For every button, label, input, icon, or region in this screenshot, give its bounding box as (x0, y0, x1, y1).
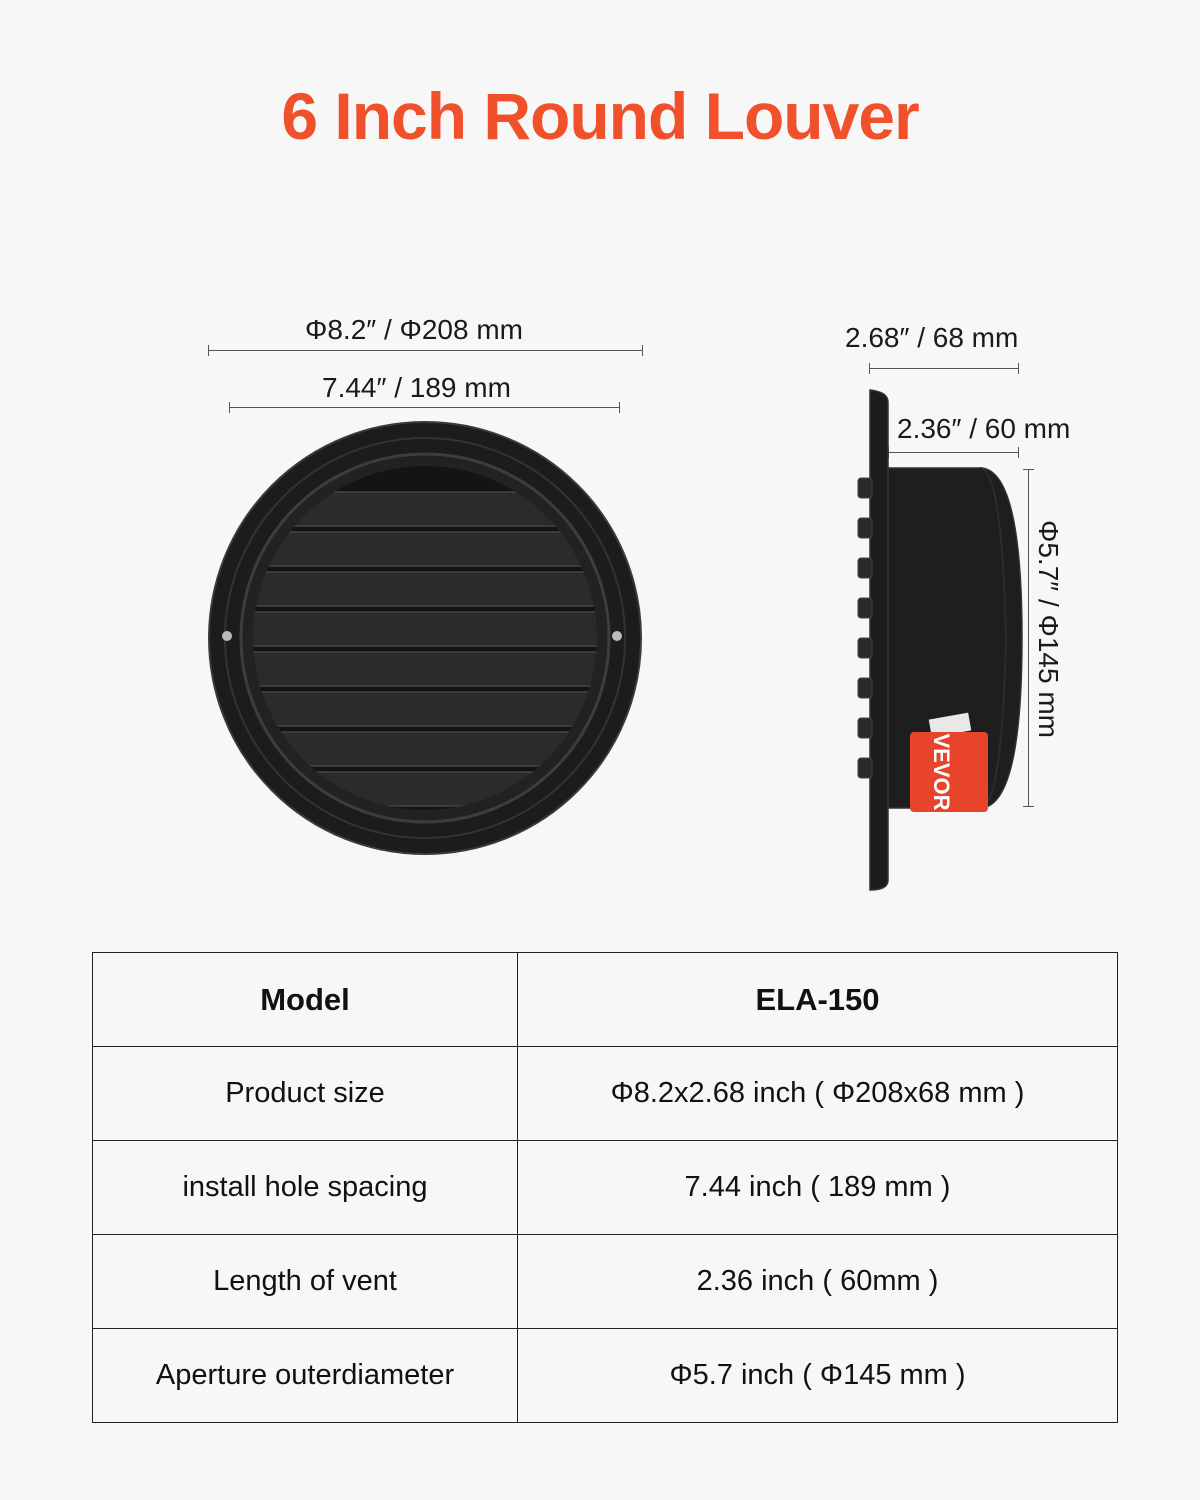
front-outer-dimension-line (208, 350, 643, 351)
brand-tag-text: VEVOR (929, 733, 954, 811)
table-row (93, 1047, 1118, 1141)
page-title: 6 Inch Round Louver (281, 79, 919, 153)
side-aperture-dimension-label: Φ5.7″ / Φ145 mm (1033, 520, 1064, 738)
table-row-label: Length of vent (93, 1235, 518, 1329)
table-row-label: install hole spacing (93, 1141, 518, 1235)
side-vent-dimension-label: 2.36″ / 60 mm (897, 413, 1071, 444)
front-hole-spacing-label: 7.44″ / 189 mm (322, 372, 511, 403)
spec-table (92, 952, 1118, 1423)
side-total-dimension-line (869, 368, 1019, 369)
table-row (93, 1235, 1118, 1329)
table-row (93, 1141, 1118, 1235)
table-row (93, 1329, 1118, 1423)
table-row-value: Φ5.7 inch ( Φ145 mm ) (518, 1329, 1118, 1423)
table-row-value: 2.36 inch ( 60mm ) (518, 1235, 1118, 1329)
louver-front-view (205, 420, 645, 860)
table-row-value: Φ8.2x2.68 inch ( Φ208x68 mm ) (518, 1047, 1118, 1141)
side-total-dimension-label: 2.68″ / 68 mm (845, 322, 1019, 353)
table-header-row (93, 953, 1118, 1047)
table-row-label: Aperture outerdiameter (93, 1329, 518, 1423)
louver-side-view (840, 388, 1030, 893)
table-row-label: Product size (93, 1047, 518, 1141)
table-header-value: ELA-150 (518, 953, 1118, 1047)
front-outer-dimension-label: Φ8.2″ / Φ208 mm (305, 314, 523, 345)
front-hole-spacing-line (229, 407, 620, 408)
table-header-label: Model (93, 953, 518, 1047)
table-row-value: 7.44 inch ( 189 mm ) (518, 1141, 1118, 1235)
